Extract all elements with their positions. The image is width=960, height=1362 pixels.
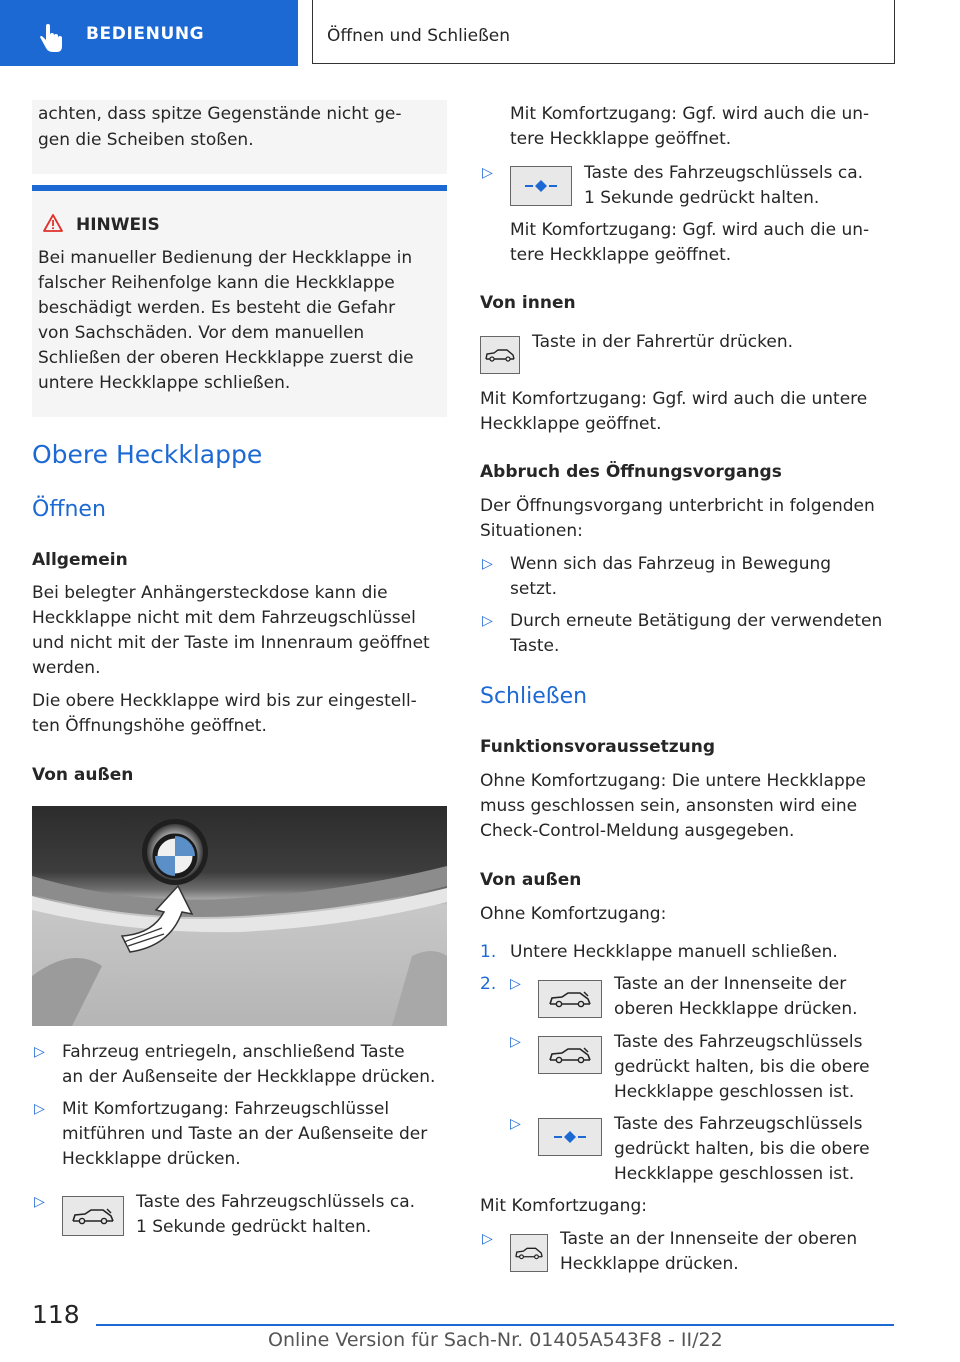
bullet3-line-1: Taste des Fahrzeugschlüssels ca. <box>136 1192 416 1212</box>
abbruch-b2-line-1: Durch erneute Betätigung der verwendeten <box>510 611 883 631</box>
car-tailgate-button-icon <box>480 336 520 374</box>
subheading-von-aussen-left: Von außen <box>32 765 134 785</box>
ohne-komfort: Ohne Komfortzugang: <box>480 904 667 924</box>
allgemein-p2-line-2: ten Öffnungshöhe geöffnet. <box>32 716 267 736</box>
sub3-line-2: gedrückt halten, bis die obere <box>614 1139 870 1159</box>
bullet-triangle-icon: ▷ <box>34 1044 45 1060</box>
bullet1-line-1: Fahrzeug entriegeln, anschließend Taste <box>62 1042 405 1062</box>
allgemein-line-1: Bei belegter Anhängersteckdose kann die <box>32 583 388 603</box>
right-cont2-line-2: tere Heckklappe geöffnet. <box>510 245 732 265</box>
header-chapter-title: Öffnen und Schließen <box>327 26 511 46</box>
sub2-line-3: Heckklappe geschlossen ist. <box>614 1082 855 1102</box>
bullet-triangle-icon: ▷ <box>482 556 493 572</box>
warning-triangle-icon <box>42 213 64 233</box>
allgemein-line-4: werden. <box>32 658 101 678</box>
bullet2-line-1: Mit Komfortzugang: Fahrzeugschlüssel <box>62 1099 390 1119</box>
right-key-line-2: 1 Sekunde gedrückt halten. <box>584 188 820 208</box>
bullet-triangle-icon: ▷ <box>482 1231 493 1247</box>
sub1-line-2: oberen Heckklappe drücken. <box>614 999 858 1019</box>
sub2-line-1: Taste des Fahrzeugschlüssels <box>614 1032 863 1052</box>
last-line-1: Taste an der Innenseite der oberen <box>560 1229 858 1249</box>
header-section-title: BEDIENUNG <box>86 24 205 44</box>
heading-oeffnen: Öffnen <box>32 497 106 522</box>
bullet-triangle-icon: ▷ <box>482 613 493 629</box>
abbruch-line-1: Der Öffnungsvorgang unterbricht in folgenden <box>480 496 875 516</box>
last-line-2: Heckklappe drücken. <box>560 1254 739 1274</box>
sub2-line-2: gedrückt halten, bis die obere <box>614 1057 870 1077</box>
subheading-funktionsvoraussetzung: Funktionsvoraussetzung <box>480 737 716 757</box>
step1-number: 1. <box>480 942 497 962</box>
innen-text: Taste in der Fahrertür drücken. <box>532 332 794 352</box>
right-cont1-line-2: tere Heckklappe geöffnet. <box>510 129 732 149</box>
footer-online-version: Online Version für Sach-Nr. 01405A543F8 - II/22 <box>268 1329 723 1351</box>
subheading-von-innen: Von innen <box>480 293 576 313</box>
innen-p-line-2: Heckklappe geöffnet. <box>480 414 662 434</box>
notice-line-4: von Sachschäden. Vor dem manuellen <box>38 323 365 343</box>
notice-line-2: falscher Reihenfolge kann die Heckklappe <box>38 273 395 293</box>
subheading-von-aussen-right: Von außen <box>480 870 582 890</box>
intro-line-1: achten, dass spitze Gegenstände nicht ge- <box>38 104 402 124</box>
allgemein-line-3: und nicht mit der Taste im Innenraum geöffnet <box>32 633 430 653</box>
funk-line-2: muss geschlossen sein, ansonsten wird eine <box>480 796 858 816</box>
key-diamond-button-icon <box>510 166 572 206</box>
bullet1-line-2: an der Außenseite der Heckklappe drücken. <box>62 1067 436 1087</box>
abbruch-b1-line-2: setzt. <box>510 579 557 599</box>
abbruch-b1-line-1: Wenn sich das Fahrzeug in Bewegung <box>510 554 832 574</box>
notice-line-5: Schließen der oberen Heckklappe zuerst die <box>38 348 414 368</box>
right-cont2-line-1: Mit Komfortzugang: Ggf. wird auch die un- <box>510 220 870 240</box>
car-tailgate-button-icon <box>62 1196 124 1236</box>
abbruch-line-2: Situationen: <box>480 521 583 541</box>
notice-line-1: Bei manueller Bedienung der Heckklappe in <box>38 248 413 268</box>
step1-text: Untere Heckklappe manuell schließen. <box>510 942 838 962</box>
sub3-line-3: Heckklappe geschlossen ist. <box>614 1164 855 1184</box>
page-number: 118 <box>32 1300 80 1329</box>
bullet-triangle-icon: ▷ <box>34 1194 45 1210</box>
footer-rule <box>96 1324 894 1326</box>
bullet-triangle-icon: ▷ <box>510 1034 521 1050</box>
bullet2-line-3: Heckklappe drücken. <box>62 1149 241 1169</box>
heading-obere-heckklappe: Obere Heckklappe <box>32 440 263 469</box>
subheading-abbruch: Abbruch des Öffnungsvorgangs <box>480 462 782 482</box>
allgemein-line-2: Heckklappe nicht mit dem Fahrzeugschlüssel <box>32 608 416 628</box>
step2-number: 2. <box>480 974 497 994</box>
sub1-line-1: Taste an der Innenseite der <box>614 974 847 994</box>
notice-line-6: untere Heckklappe schließen. <box>38 373 291 393</box>
notice-line-3: beschädigt werden. Es besteht die Gefahr <box>38 298 396 318</box>
innen-p-line-1: Mit Komfortzugang: Ggf. wird auch die untere <box>480 389 868 409</box>
car-tailgate-button-icon <box>510 1234 548 1272</box>
bullet3-line-2: 1 Sekunde gedrückt halten. <box>136 1217 372 1237</box>
tailgate-photo <box>32 806 447 1026</box>
right-cont1-line-1: Mit Komfortzugang: Ggf. wird auch die un- <box>510 104 870 124</box>
funk-line-1: Ohne Komfortzugang: Die untere Heckklappe <box>480 771 866 791</box>
allgemein-p2-line-1: Die obere Heckklappe wird bis zur eingestell- <box>32 691 417 711</box>
key-diamond-button-icon <box>538 1118 602 1156</box>
mit-komfort: Mit Komfortzugang: <box>480 1196 647 1216</box>
subheading-allgemein: Allgemein <box>32 550 128 570</box>
bullet-triangle-icon: ▷ <box>34 1101 45 1117</box>
bullet-triangle-icon: ▷ <box>482 165 493 181</box>
car-tailgate-button-icon <box>538 980 602 1018</box>
hand-pointer-icon <box>38 24 64 54</box>
heading-schliessen: Schließen <box>480 684 588 709</box>
intro-line-2: gen die Scheiben stoßen. <box>38 130 254 150</box>
bullet-triangle-icon: ▷ <box>510 1116 521 1132</box>
funk-line-3: Check-Control-Meldung ausgegeben. <box>480 821 795 841</box>
sub3-line-1: Taste des Fahrzeugschlüssels <box>614 1114 863 1134</box>
abbruch-b2-line-2: Taste. <box>510 636 560 656</box>
car-tailgate-button-icon <box>538 1036 602 1074</box>
notice-title: HINWEIS <box>76 215 160 235</box>
right-key-line-1: Taste des Fahrzeugschlüssels ca. <box>584 163 864 183</box>
bullet2-line-2: mitführen und Taste an der Außenseite der <box>62 1124 428 1144</box>
bullet-triangle-icon: ▷ <box>510 976 521 992</box>
